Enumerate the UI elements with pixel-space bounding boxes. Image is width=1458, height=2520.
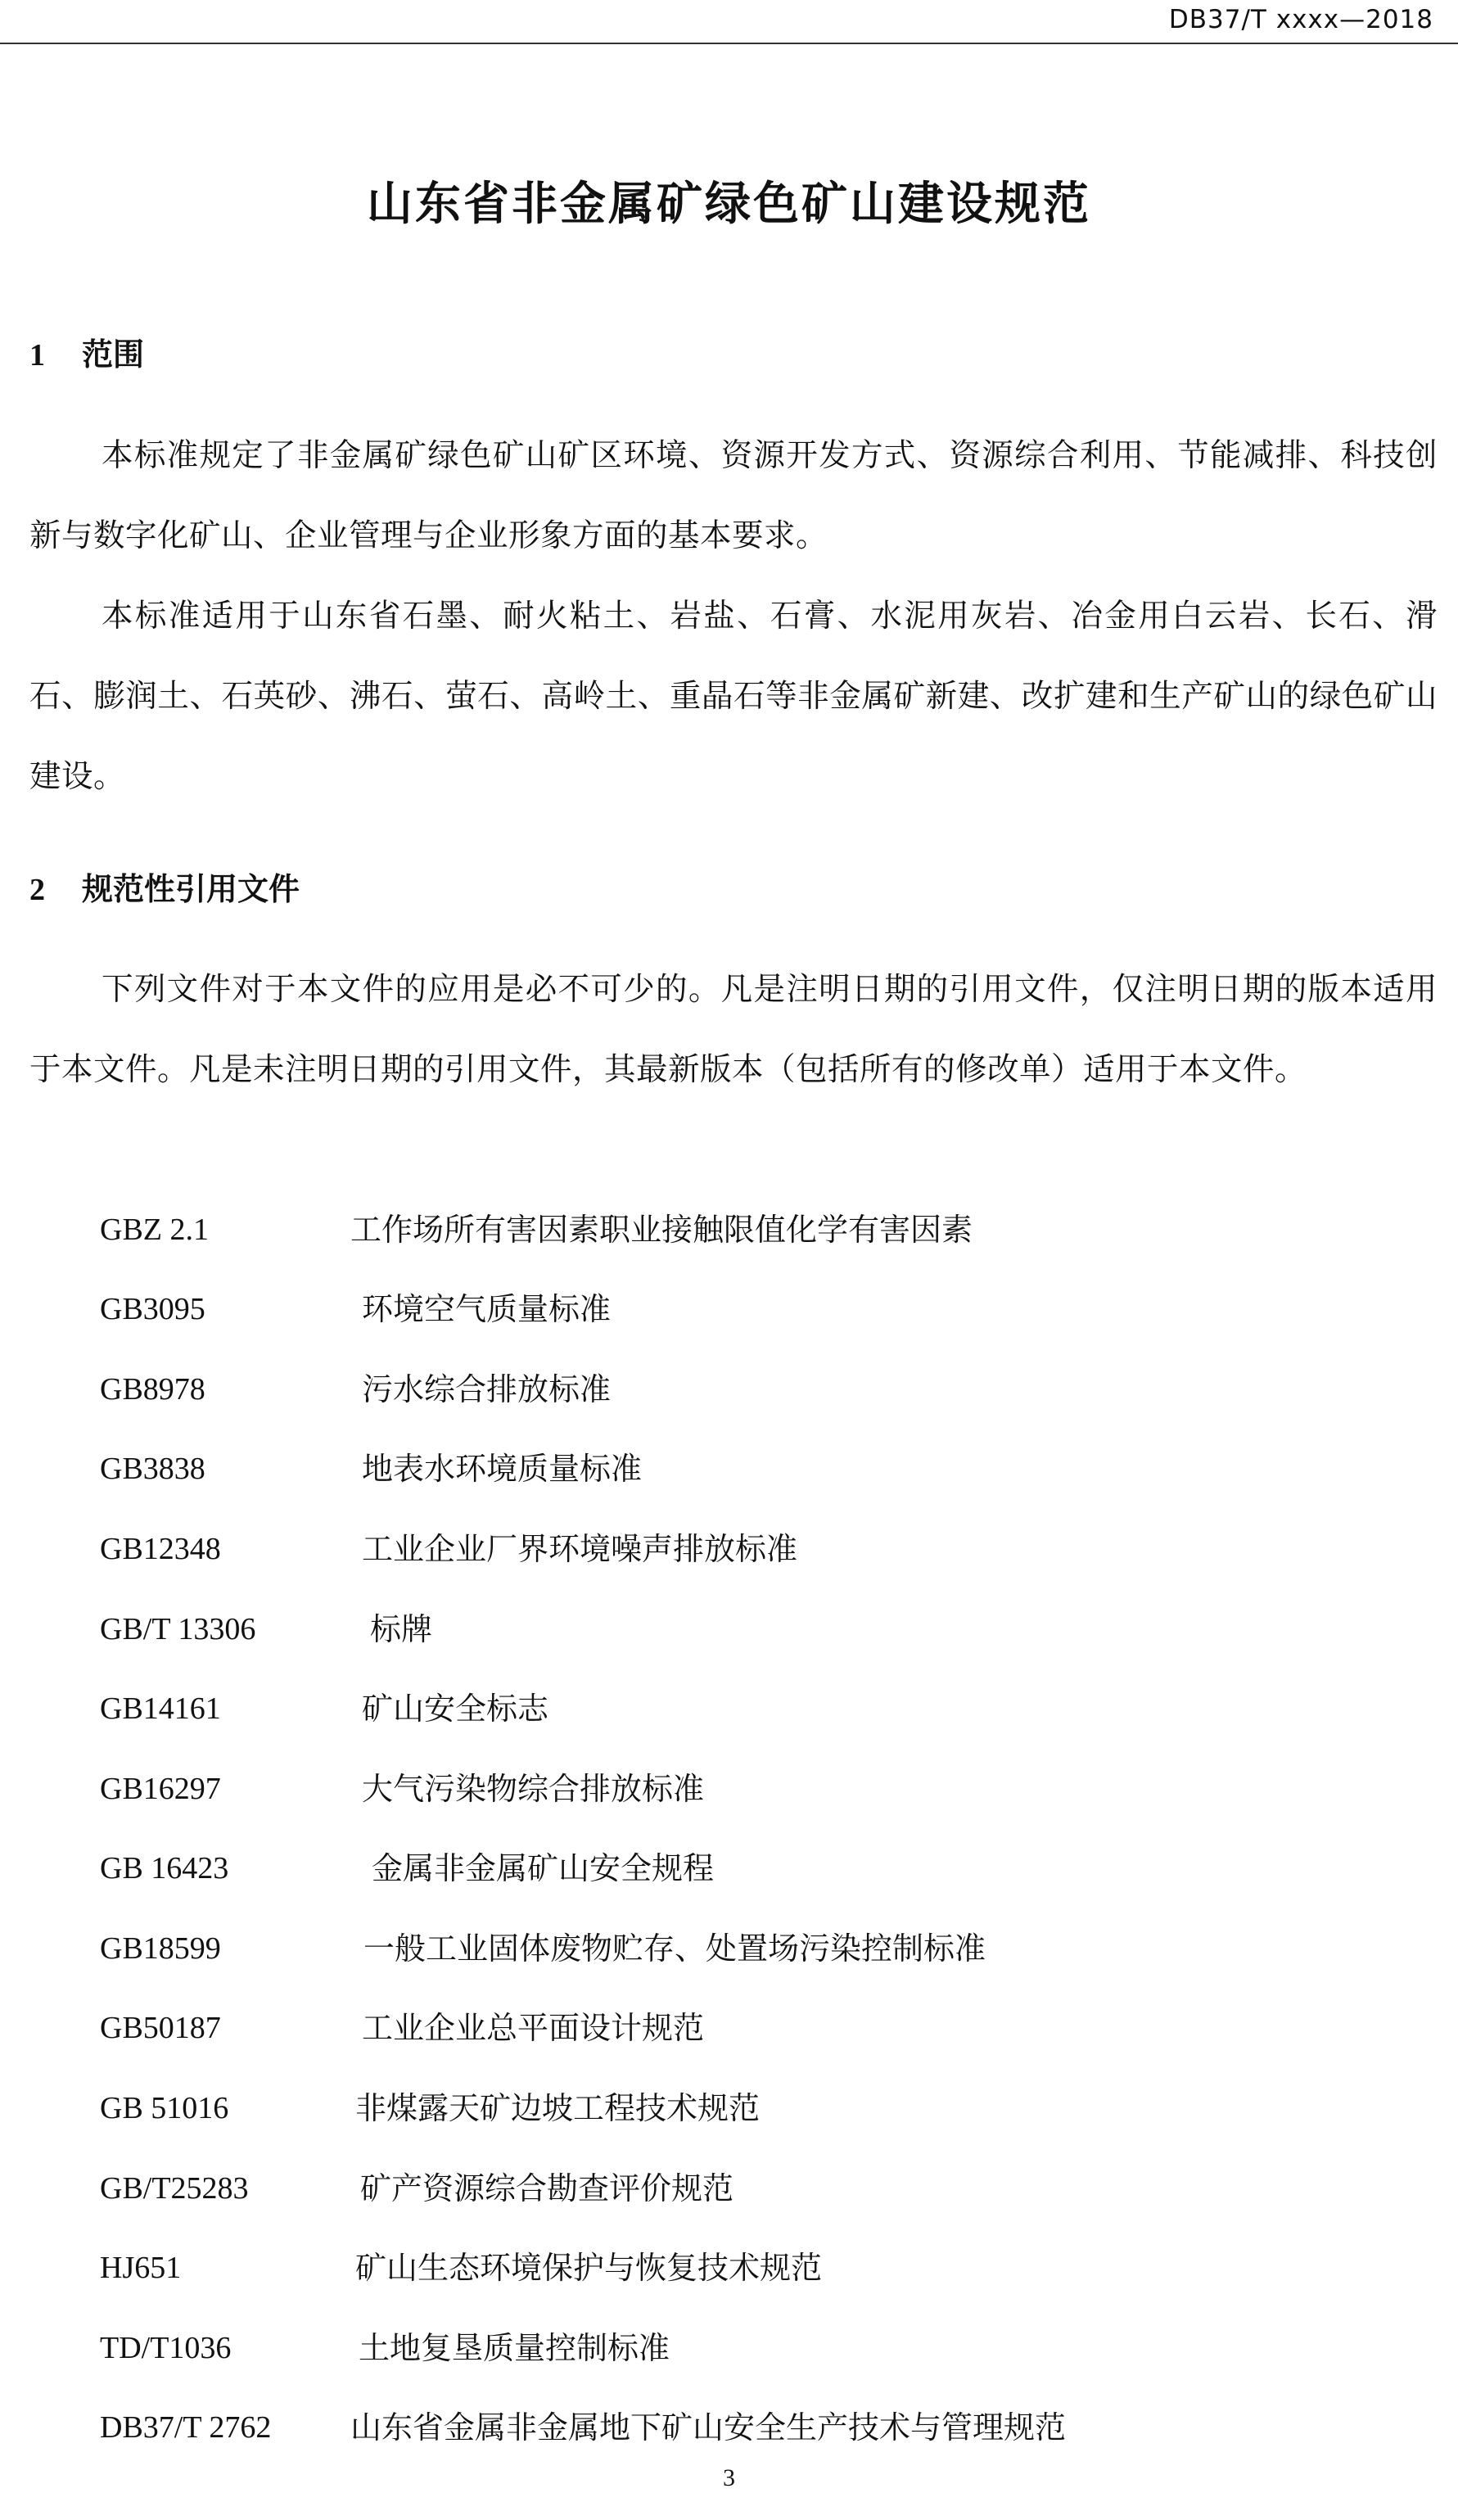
section-1-heading	[29, 329, 144, 374]
section-1-paragraph-2: 本标准适用于山东省石墨、耐火粘土、岩盐、石膏、水泥用灰岩、冶金用白云岩、长石、滑石、膨润土、石英砂、沸石、萤石、高岭土、重晶石等非金属矿新建、改扩建和生产矿山的绿色矿山建设。	[29, 598, 1438, 795]
reference-code: GB14161	[100, 1691, 221, 1726]
section-title: 规范性引用文件	[82, 871, 300, 907]
section-number: 1	[29, 338, 45, 373]
reference-code: GB3838	[100, 1452, 205, 1486]
reference-title: 矿山安全标志	[362, 1691, 549, 1727]
reference-code: GB 51016	[100, 2091, 229, 2125]
reference-code: GB18599	[100, 1931, 221, 1966]
reference-title: 土地复垦质量控制标准	[359, 2330, 670, 2366]
reference-code: DB37/T 2762	[100, 2410, 272, 2445]
page-number: 3	[723, 2464, 735, 2491]
reference-code: GB8978	[100, 1372, 205, 1407]
reference-code: GB/T 13306	[100, 1612, 256, 1646]
document-code: DB37/T xxxx—2018	[1168, 5, 1433, 34]
header-rule	[0, 43, 1458, 44]
section-number: 2	[29, 873, 45, 907]
reference-title: 金属非金属矿山安全规程	[372, 1850, 715, 1886]
reference-code: TD/T1036	[100, 2331, 232, 2365]
reference-code: GB 16423	[100, 1851, 229, 1885]
section-2-heading	[29, 864, 300, 909]
section-1-paragraph-1: 本标准规定了非金属矿绿色矿山矿区环境、资源开发方式、资源综合利用、节能减排、科技创新与数字化矿山、企业管理与企业形象方面的基本要求。	[29, 437, 1438, 554]
reference-code: GB16297	[100, 1772, 221, 1806]
reference-title: 一般工业固体废物贮存、处置场污染控制标准	[363, 1931, 986, 1967]
reference-title: 非煤露天矿边坡工程技术规范	[355, 2090, 761, 2126]
document-title: 山东省非金属矿绿色矿山建设规范	[367, 178, 1091, 231]
reference-title: 大气污染物综合排放标准	[362, 1771, 705, 1807]
reference-title: 标牌	[370, 1611, 433, 1647]
reference-code: GB12348	[100, 1532, 221, 1566]
reference-code: GBZ 2.1	[100, 1213, 209, 1247]
reference-title: 矿产资源综合勘查评价规范	[360, 2170, 734, 2206]
reference-title: 工业企业厂界环境噪声排放标准	[362, 1531, 798, 1567]
reference-title: 环境空气质量标准	[362, 1291, 612, 1327]
section-title: 范围	[82, 336, 145, 373]
reference-code: HJ651	[100, 2251, 182, 2285]
section-2-paragraph-1: 下列文件对于本文件的应用是必不可少的。凡是注明日期的引用文件，仅注明日期的版本适用于本文件。凡是未注明日期的引用文件，其最新版本（包括所有的修改单）适用于本文件。	[29, 971, 1438, 1088]
reference-title: 地表水环境质量标准	[362, 1451, 643, 1487]
reference-code: GB/T25283	[100, 2171, 249, 2206]
reference-title: 污水综合排放标准	[362, 1371, 612, 1407]
reference-title: 山东省金属非金属地下矿山安全生产技术与管理规范	[350, 2409, 1067, 2445]
reference-code: GB50187	[100, 2011, 221, 2045]
reference-code: GB3095	[100, 1292, 205, 1326]
reference-title: 工业企业总平面设计规范	[362, 2010, 705, 2046]
reference-title: 工作场所有害因素职业接触限值化学有害因素	[350, 1212, 973, 1248]
reference-title: 矿山生态环境保护与恢复技术规范	[355, 2250, 823, 2286]
